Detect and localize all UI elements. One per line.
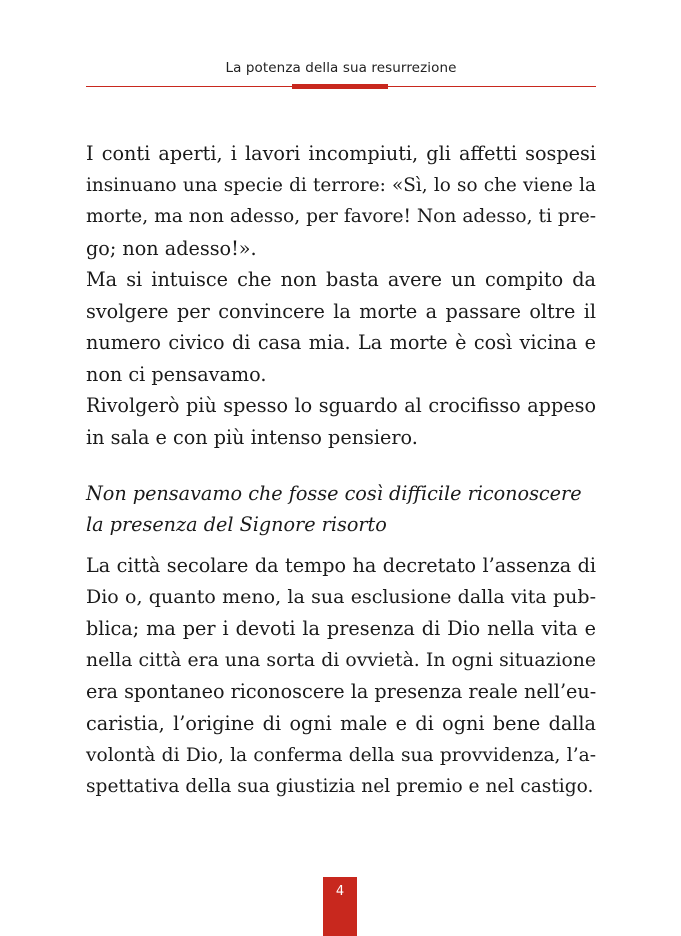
- text-line: numero civico di casa mia. La morte è così vicina e: [86, 331, 596, 354]
- text-line: insinuano una specie di terrore: «Sì, lo so che viene la: [86, 174, 596, 196]
- text-line: volontà di Dio, la conferma della sua provvidenza, l’a-: [86, 744, 596, 766]
- section-heading: [86, 478, 596, 540]
- paragraph-secondary: [86, 550, 596, 803]
- running-header: La potenza della sua resurrezione: [225, 60, 457, 76]
- text-line: in sala e con più intenso pensiero.: [86, 425, 418, 449]
- page-number: 4: [323, 877, 357, 936]
- text-line: svolgere per convincere la morte a passare oltre il: [86, 299, 596, 323]
- text-line: caristia, l’origine di ogni male e di ogni bene dalla: [86, 711, 596, 735]
- text-line: nella città era una sorta di ovvietà. In ogni situazione: [86, 649, 596, 671]
- text-line: morte, ma non adesso, per favore! Non adesso, ti pre-: [86, 206, 596, 227]
- heading-line: Non pensavamo che fosse così difficile riconoscere: [86, 482, 582, 505]
- text-line: Ma si intuisce che non basta avere un compito da: [86, 268, 596, 291]
- text-line: Dio o, quanto meno, la sua esclusione dalla vita pub-: [86, 585, 596, 608]
- header-accent-block: [292, 84, 388, 89]
- paragraph-main: [86, 138, 596, 453]
- text-line: Rivolgerò più spesso lo sguardo al crocifisso appeso: [86, 394, 596, 417]
- text-line: blica; ma per i devoti la presenza di Dio nella vita e: [86, 617, 596, 641]
- heading-line: la presenza del Signore risorto: [86, 513, 387, 536]
- text-line: La città secolare da tempo ha decretato l’assenza di: [86, 554, 596, 577]
- text-line: era spontaneo riconoscere la presenza reale nell’eu-: [86, 680, 597, 704]
- text-line: non ci pensavamo.: [86, 362, 267, 386]
- text-line: spettativa della sua giustizia nel premio e nel castigo.: [86, 776, 594, 798]
- text-line: I conti aperti, i lavori incompiuti, gli affetti sospesi: [86, 142, 596, 165]
- text-line: go; non adesso!».: [86, 236, 257, 260]
